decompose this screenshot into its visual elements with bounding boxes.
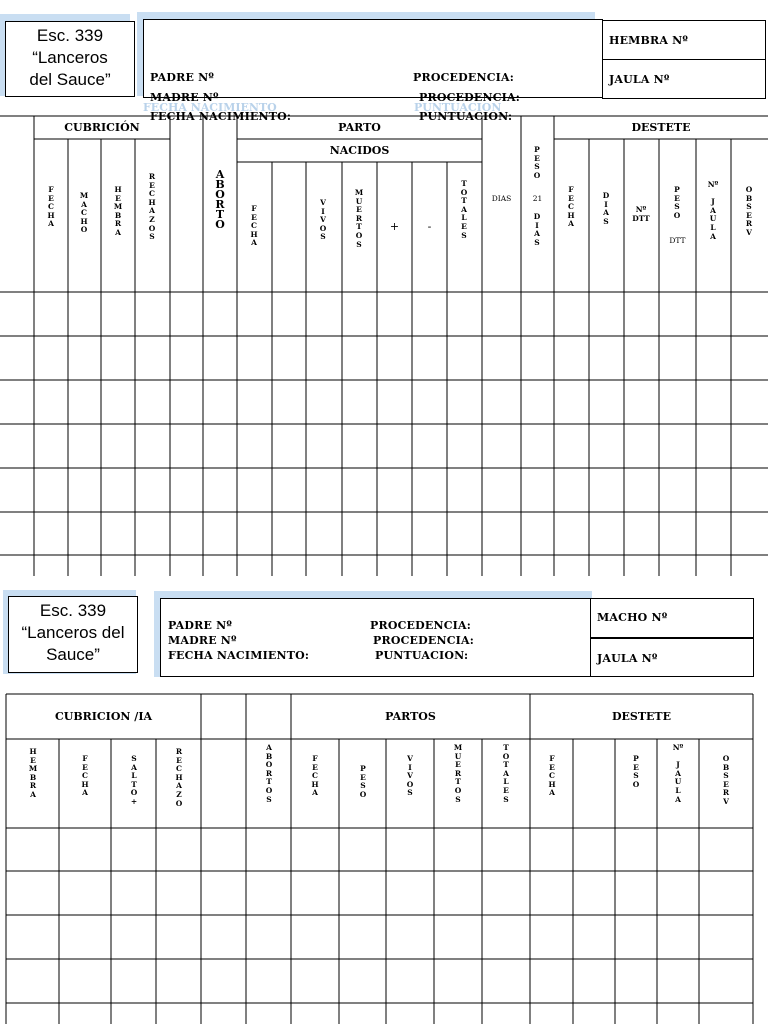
col-minus: - bbox=[427, 220, 432, 233]
puntuacion-label-2: PUNTUACION: bbox=[375, 649, 469, 662]
padre-label-2: PADRE Nº bbox=[168, 619, 233, 632]
col-macho: M A C H O bbox=[79, 191, 89, 235]
destete-header: DESTETE bbox=[631, 121, 691, 134]
col-peso: P E S O bbox=[533, 145, 541, 180]
school-line-2: “Lanceros del bbox=[21, 623, 125, 642]
col-vivos: V I V O S bbox=[319, 198, 327, 242]
col-peso-dtt: P E S O bbox=[673, 185, 681, 220]
school-line-1: Esc. 339 bbox=[36, 26, 104, 45]
col-aborto: A B O R T O bbox=[215, 168, 225, 231]
col-vivos: V I V O S bbox=[406, 754, 414, 798]
col-observ: O B S E R V bbox=[745, 185, 753, 237]
ghost-puntuacion: PUNTUACION bbox=[414, 101, 502, 114]
parto-header: PARTO bbox=[338, 121, 381, 134]
col-fecha: F E C H A bbox=[47, 185, 55, 229]
col-totales: T O T A L E S bbox=[460, 179, 468, 240]
school-line-3: del Sauce” bbox=[29, 70, 111, 89]
col-n-dtt: Nº DTT bbox=[632, 205, 650, 223]
puntuacion-label: PUNTUACION: bbox=[419, 110, 513, 123]
madre-label-2: MADRE Nº bbox=[168, 634, 237, 647]
school-line-1: Esc. 339 bbox=[39, 601, 107, 620]
cubricion-header: CUBRICIÓN bbox=[64, 121, 140, 134]
fecha-nacimiento-label: FECHA NACIMIENTO: bbox=[150, 110, 292, 123]
col-n-jaula: Nº J A U L A bbox=[707, 180, 719, 241]
macho-label: MACHO Nº bbox=[597, 611, 668, 624]
destete-header-2: DESTETE bbox=[611, 710, 671, 723]
col-dtt: DTT bbox=[669, 236, 686, 245]
jaula-label: JAULA Nº bbox=[609, 73, 670, 86]
col-dias: DIAS bbox=[491, 194, 512, 203]
jaula-label-2: JAULA Nº bbox=[597, 652, 658, 665]
fecha-nacimiento-label-2: FECHA NACIMIENTO: bbox=[168, 649, 310, 662]
col-hembra: H E M B R A bbox=[28, 747, 38, 799]
padre-label: PADRE Nº bbox=[150, 71, 215, 84]
col-21: 21 bbox=[532, 194, 543, 203]
col-destete-peso: P E S O bbox=[632, 754, 640, 789]
col-muertos: M U E R T O S bbox=[453, 743, 463, 804]
col-parto-fecha: F E C H A bbox=[250, 204, 258, 248]
col-hembra: H E M B R A bbox=[113, 185, 123, 237]
col-abortos: A B O R T O S bbox=[265, 743, 273, 804]
col-rechazo: R E C H A Z O bbox=[175, 747, 183, 808]
col-plus: + bbox=[389, 220, 400, 233]
procedencia-label-2-2: PROCEDENCIA: bbox=[373, 634, 475, 647]
col-destete-dias: D I A S bbox=[602, 191, 610, 226]
col-destete-fecha: F E C H A bbox=[548, 754, 556, 798]
partos-header: PARTOS bbox=[385, 710, 436, 723]
col-parto-peso: P E S O bbox=[359, 764, 367, 799]
hembra-label: HEMBRA Nº bbox=[609, 34, 689, 47]
col-n-jaula: Nº J A U L A bbox=[672, 743, 684, 804]
col-observ: O B S E R V bbox=[722, 754, 730, 806]
col-fecha: F E C H A bbox=[81, 754, 89, 798]
col-muertos: M U E R T O S bbox=[354, 188, 364, 249]
col-rechazos: R E C H A Z O S bbox=[148, 172, 156, 242]
col-totales: T O T A L E S bbox=[502, 743, 510, 804]
school-line-3: Sauce” bbox=[46, 645, 100, 664]
procedencia-label-1: PROCEDENCIA: bbox=[413, 71, 515, 84]
col-salto: S A L T O + bbox=[130, 754, 138, 806]
ghost-fecha-nacimiento: FECHA NACIMIENTO bbox=[143, 101, 277, 114]
school-line-2: “Lanceros bbox=[32, 48, 108, 67]
cubricion-ia-header: CUBRICION /IA bbox=[55, 710, 152, 723]
col-destete-fecha: F E C H A bbox=[567, 185, 575, 229]
col-dias-21: D I A S bbox=[533, 212, 541, 247]
procedencia-label-2-1: PROCEDENCIA: bbox=[370, 619, 472, 632]
nacidos-header: NACIDOS bbox=[329, 144, 390, 157]
madre-label: MADRE Nº bbox=[150, 91, 219, 104]
col-parto-fecha: F E C H A bbox=[311, 754, 319, 798]
procedencia-label-2: PROCEDENCIA: bbox=[419, 91, 521, 104]
